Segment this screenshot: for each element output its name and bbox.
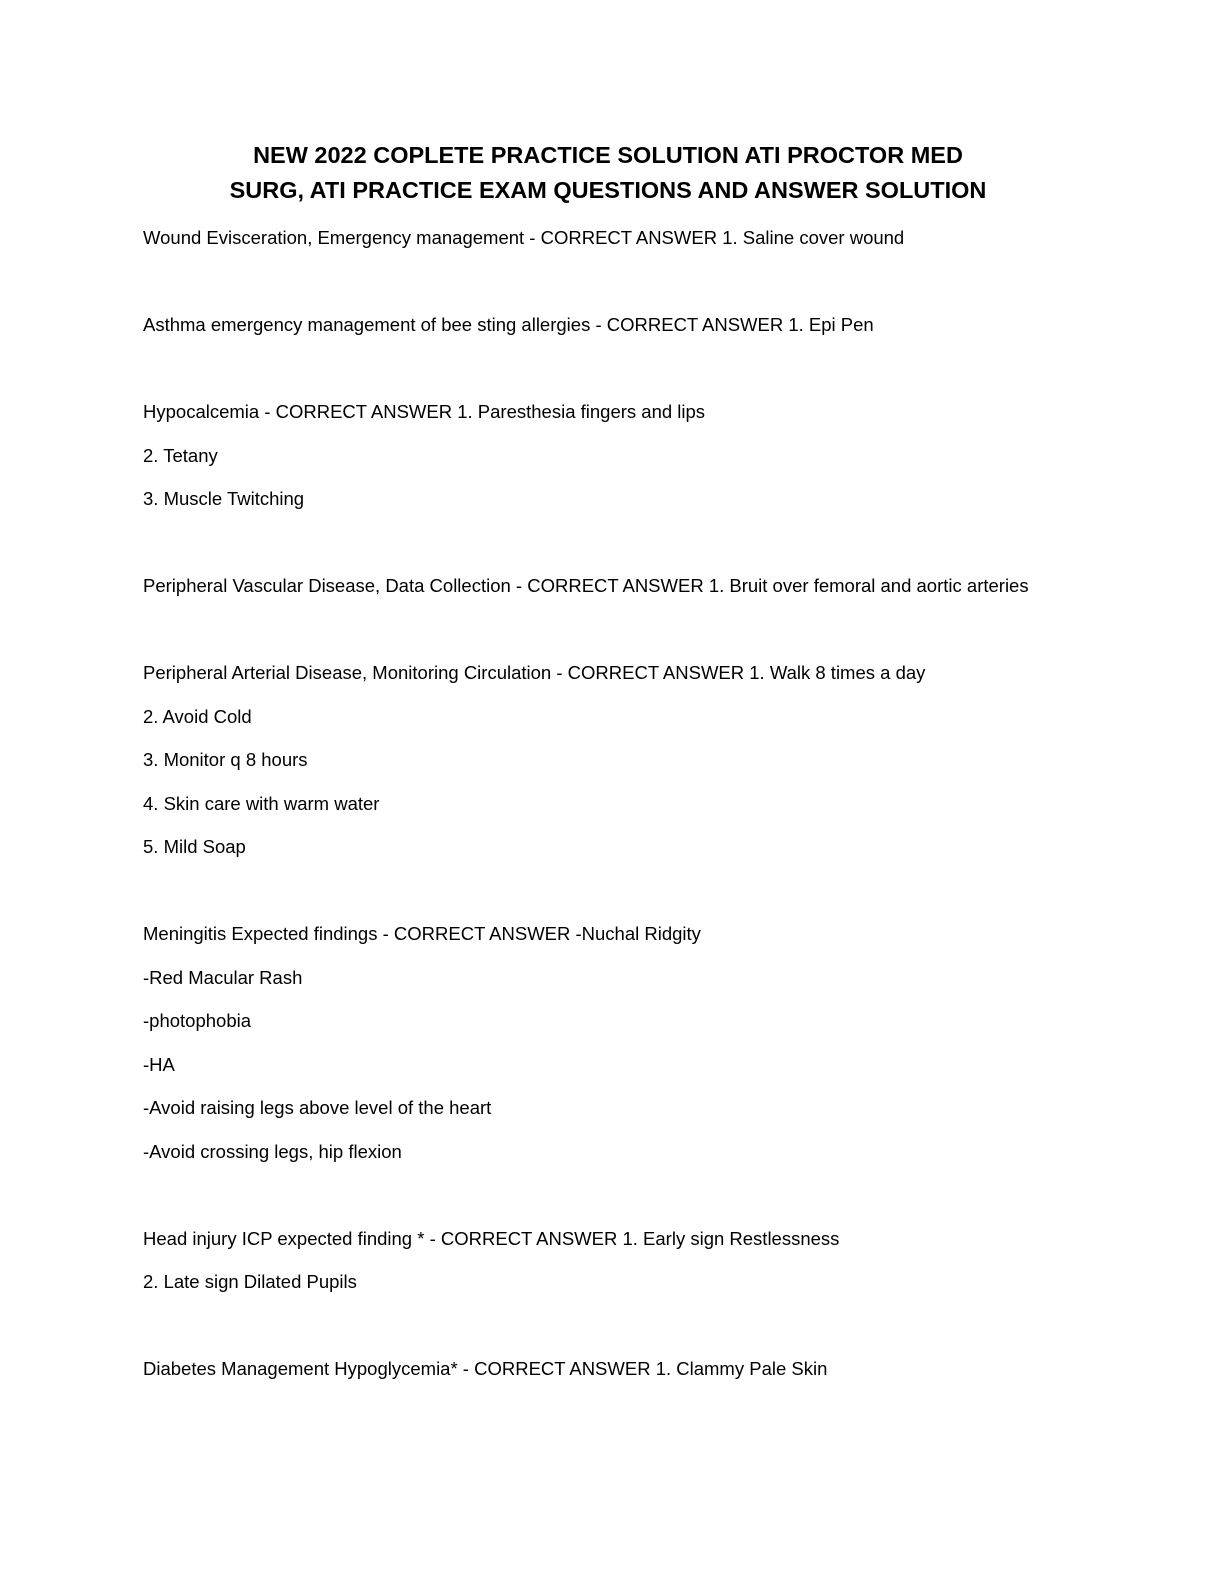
answer-item: 2. Late sign Dilated Pupils — [143, 1271, 357, 1292]
qa-block-wound-evisceration — [143, 224, 1073, 253]
answer-item: -Red Macular Rash — [143, 966, 303, 988]
answer-item: -photophobia — [143, 1010, 252, 1031]
answer-item: 5. Mild Soap — [143, 836, 246, 857]
qa-block-diabetes-hypoglycemia — [143, 1355, 1073, 1384]
qa-block-peripheral-vascular-disease — [143, 572, 1073, 601]
qa-paragraph: Meningitis Expected findings - CORRECT ANSWER -Nuchal Ridgity — [143, 923, 701, 944]
qa-block-meningitis — [143, 920, 1073, 1166]
answer-item: 2. Tetany — [143, 444, 218, 466]
qa-paragraph: Head injury ICP expected finding * - CORRECT ANSWER 1. Early sign Restlessness — [143, 1227, 840, 1249]
answer-item: 4. Skin care with warm water — [143, 792, 380, 814]
answer-item: 3. Muscle Twitching — [143, 488, 305, 509]
qa-block-head-injury-icp — [143, 1225, 1073, 1297]
answer-item: -HA — [143, 1053, 175, 1075]
answer-item: -Avoid raising legs above level of the heart — [143, 1097, 492, 1118]
document-title-line-2: SURG, ATI PRACTICE EXAM QUESTIONS AND ANSWER SOLUTION — [229, 177, 987, 203]
answer-item: 2. Avoid Cold — [143, 705, 252, 727]
qa-block-asthma — [143, 311, 1073, 340]
answer-item: -Avoid crossing legs, hip flexion — [143, 1140, 402, 1162]
qa-paragraph: Hypocalcemia - CORRECT ANSWER 1. Paresthesia fingers and lips — [143, 401, 706, 422]
qa-paragraph: Asthma emergency management of bee sting allergies - CORRECT ANSWER 1. Epi Pen — [143, 314, 874, 335]
answer-item: 3. Monitor q 8 hours — [143, 749, 308, 770]
qa-paragraph: Peripheral Vascular Disease, Data Collection - CORRECT ANSWER 1. Bruit over femoral and aortic arteries — [143, 575, 1029, 596]
qa-paragraph: Diabetes Management Hypoglycemia* - CORRECT ANSWER 1. Clammy Pale Skin — [143, 1358, 828, 1379]
document-title-line-1: NEW 2022 COPLETE PRACTICE SOLUTION ATI PROCTOR MED — [253, 142, 963, 168]
qa-paragraph: Wound Evisceration, Emergency management - CORRECT ANSWER 1. Saline cover wound — [143, 227, 905, 248]
qa-block-peripheral-arterial-disease — [143, 659, 1073, 862]
document-title — [143, 138, 1073, 208]
qa-block-hypocalcemia — [143, 398, 1073, 514]
qa-paragraph: Peripheral Arterial Disease, Monitoring Circulation - CORRECT ANSWER 1. Walk 8 times a day — [143, 662, 926, 683]
